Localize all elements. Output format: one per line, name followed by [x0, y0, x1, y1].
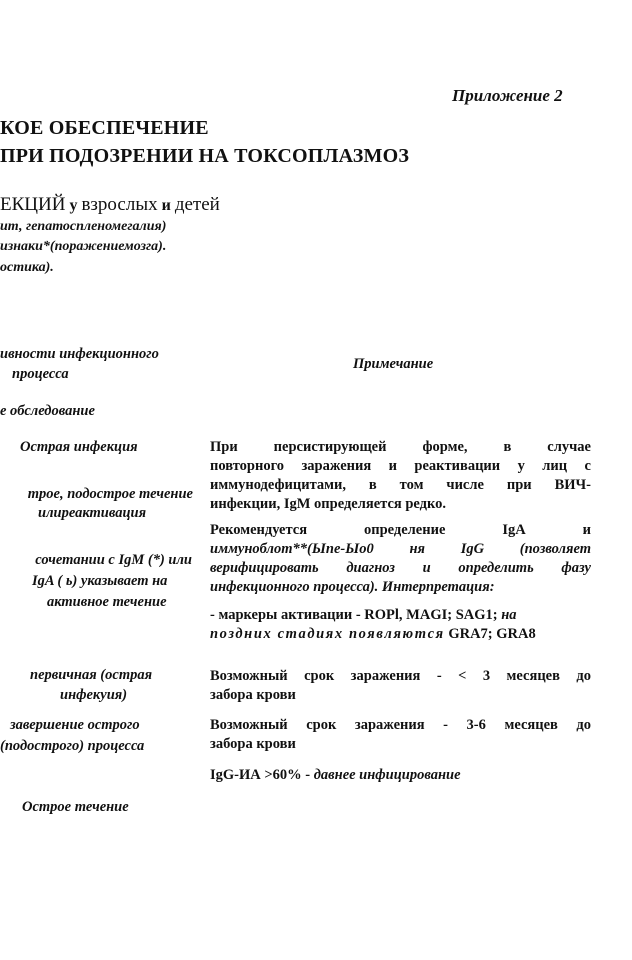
subtitle	[0, 194, 220, 216]
subtitle-infections: ЕКЦИЙ	[0, 194, 66, 215]
igg-avidity-value: IgG-ИА >60% -	[210, 767, 314, 783]
left-primary-line-1: первичная (острая	[30, 667, 153, 683]
note-term-1-line-1: Возможный срок заражения - < 3 месяцев до	[210, 668, 591, 684]
igg-avidity-meaning: давнее инфицирование	[313, 767, 461, 783]
subtitle-in: у	[65, 197, 82, 214]
intro-line-2: изнаки*(поражениемозга).	[0, 239, 167, 254]
note-term-2-line-1: Возможный срок заражения - 3-6 месяцев до	[210, 717, 591, 733]
title-line-2: ПРИ ПОДОЗРЕНИИ НА ТОКСОПЛАЗМОЗ	[0, 145, 410, 167]
markers-na: на	[497, 607, 517, 623]
appendix-label: Приложение 2	[452, 86, 563, 105]
left-acute-infection: Острая инфекция	[20, 439, 138, 455]
note-persistent-line-4: инфекции, IgM определяется редко.	[210, 496, 447, 512]
subtitle-and: и	[157, 197, 175, 214]
note-igg-avidity	[210, 766, 591, 785]
note-persistent-line-1: При персистирующей форме, в случае	[210, 439, 591, 455]
note-markers	[210, 606, 591, 644]
note-recommendation	[210, 521, 591, 597]
rec-word-2: определение	[363, 522, 446, 538]
note-rec-line-4: инфекционного процесса). Интерпретация:	[210, 579, 495, 595]
subtitle-children: детей	[174, 194, 220, 215]
left-chronic-line-2: илиреактивация	[38, 505, 147, 521]
left-completion-line-1: завершение острого	[10, 717, 140, 733]
note-markers-line-1	[210, 606, 591, 625]
left-combo-line-3: активное течение	[47, 594, 167, 610]
header-examination: е обследование	[0, 403, 95, 419]
left-combo-line-1: сочетании с IgM (*) или	[35, 552, 192, 568]
note-markers-line-2	[210, 625, 591, 644]
note-term-2-line-2: забора крови	[210, 736, 296, 752]
intro-line-1: ит, гепатоспленомегалия)	[0, 219, 167, 234]
note-rec-line-2: иммуноблот**(Ыпе-Ыо0 ня IgG (позволяет	[210, 541, 591, 557]
subtitle-adults: взрослых	[81, 194, 158, 215]
note-persistent-form	[210, 438, 591, 514]
markers-late-stages: поздних стадиях появляются	[210, 626, 445, 642]
note-rec-line-1	[210, 521, 591, 540]
note-persistent-line-3: иммунодефицитами, в том числе при ВИЧ-	[210, 477, 591, 493]
left-combo-line-2: IgA ( ь) указывает на	[32, 573, 168, 589]
note-persistent-line-2: повторного заражения и реактивации у лиц с	[210, 458, 591, 474]
note-term-1-line-2: забора крови	[210, 687, 296, 703]
markers-text: - маркеры активации - ROPl, MAGI; SAG1;	[210, 607, 498, 623]
note-term-1	[210, 667, 591, 705]
left-completion-line-2: (подострого) процесса	[0, 738, 145, 754]
intro-line-3: остика).	[0, 260, 54, 275]
header-activity-line-2: процесса	[12, 366, 69, 382]
note-term-2	[210, 716, 591, 754]
rec-word-3: IgA	[502, 522, 526, 538]
title-line-1: КОЕ ОБЕСПЕЧЕНИЕ	[0, 117, 209, 139]
header-activity-line-1: ивности инфекционного	[0, 346, 159, 362]
left-primary-line-2: инфекуия)	[60, 687, 128, 703]
markers-gra: GRA7; GRA8	[444, 626, 536, 642]
left-chronic-line-1: трое, подострое течение	[27, 486, 193, 502]
left-acute-course: Острое течение	[22, 799, 129, 815]
rec-word-1: Рекомендуется	[210, 522, 308, 538]
note-rec-line-3: верифицировать диагноз и определить фазу	[210, 560, 591, 576]
header-note: Примечание	[353, 356, 434, 372]
rec-word-4: и	[582, 522, 591, 538]
